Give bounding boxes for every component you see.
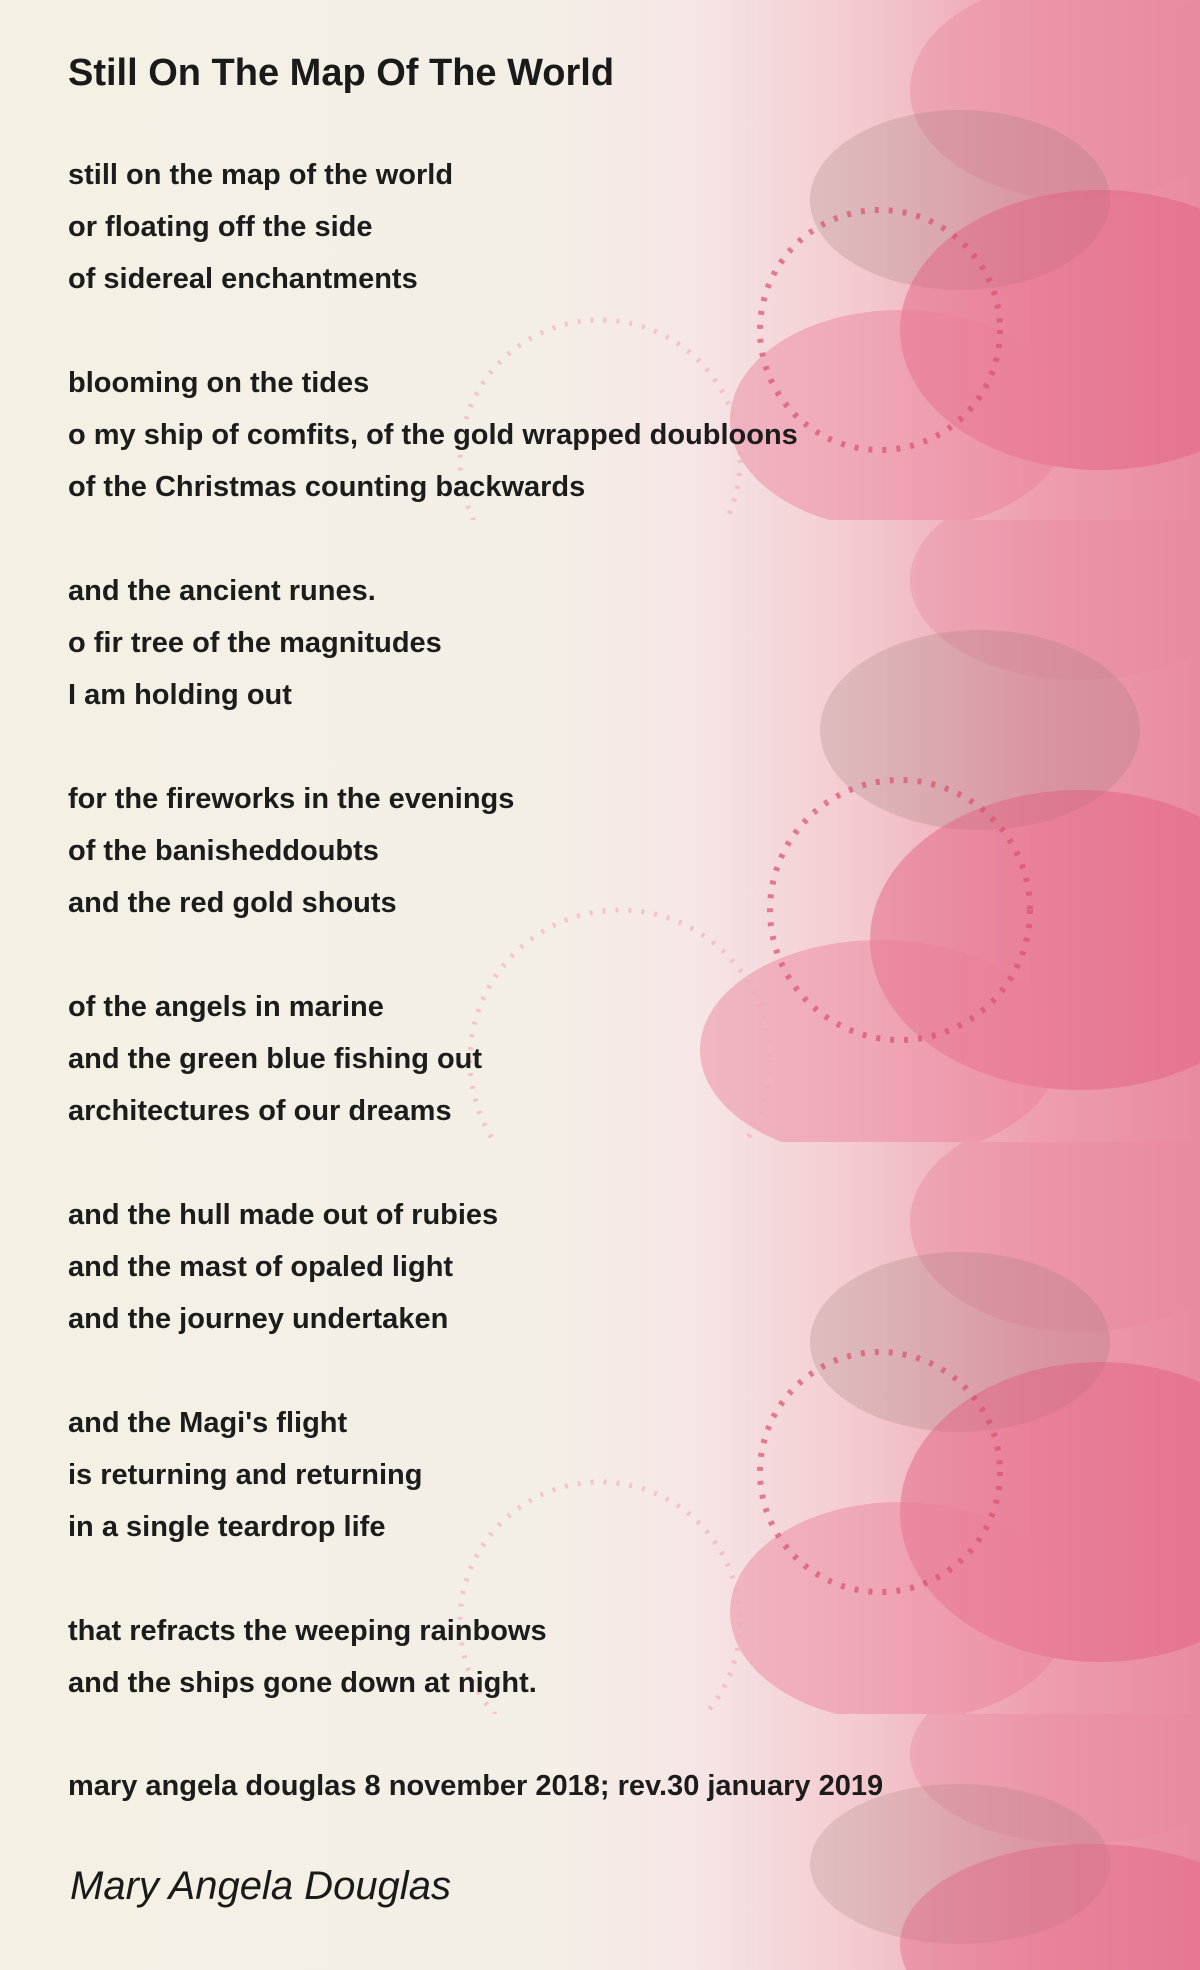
stanza-6 bbox=[68, 1189, 498, 1345]
author-name: Mary Angela Douglas bbox=[70, 1864, 451, 1908]
poem-line: I am holding out bbox=[68, 679, 292, 711]
poem-line: blooming on the tides bbox=[68, 367, 370, 399]
floral-decoration bbox=[0, 1714, 1200, 1970]
poem-line: and the ancient runes. bbox=[68, 575, 376, 607]
background-band-4 bbox=[0, 1714, 1200, 1970]
poem-line: of sidereal enchantments bbox=[68, 263, 418, 295]
poem-line: of the Christmas counting backwards bbox=[68, 471, 586, 503]
poem-line: of the angels in marine bbox=[68, 991, 384, 1023]
poem-line: and the mast of opaled light bbox=[68, 1251, 454, 1283]
poem-line: for the fireworks in the evenings bbox=[68, 783, 515, 815]
stanza-2 bbox=[68, 357, 798, 513]
stanza-4 bbox=[68, 773, 514, 929]
poem-line: o fir tree of the magnitudes bbox=[68, 627, 442, 659]
poem-line: that refracts the weeping rainbows bbox=[68, 1615, 547, 1647]
poem-line: in a single teardrop life bbox=[68, 1511, 386, 1543]
poem-line: and the red gold shouts bbox=[68, 887, 397, 919]
poem-line: o my ship of comfits, of the gold wrapped doubloons bbox=[68, 419, 798, 451]
stanza-5 bbox=[68, 981, 482, 1137]
poem-line: architectures of our dreams bbox=[68, 1095, 452, 1127]
stanza-8 bbox=[68, 1605, 547, 1709]
poem-line: and the hull made out of rubies bbox=[68, 1199, 499, 1231]
poem-line: and the ships gone down at night. bbox=[68, 1667, 537, 1699]
poem-line: still on the map of the world bbox=[68, 159, 454, 191]
stanza-1 bbox=[68, 149, 453, 305]
stanza-7 bbox=[68, 1397, 422, 1553]
poem-line: and the journey undertaken bbox=[68, 1303, 449, 1335]
poem-line: is returning and returning bbox=[68, 1459, 423, 1491]
poem-line: or floating off the side bbox=[68, 211, 373, 243]
stanza-3 bbox=[68, 565, 442, 721]
poem-line: and the Magi's flight bbox=[68, 1407, 348, 1439]
poem-credit: mary angela douglas 8 november 2018; rev.30 january 2019 bbox=[68, 1770, 884, 1802]
poem-line: and the green blue fishing out bbox=[68, 1043, 483, 1075]
poem-title: Still On The Map Of The World bbox=[68, 52, 615, 94]
poem-line: of the banisheddoubts bbox=[68, 835, 379, 867]
